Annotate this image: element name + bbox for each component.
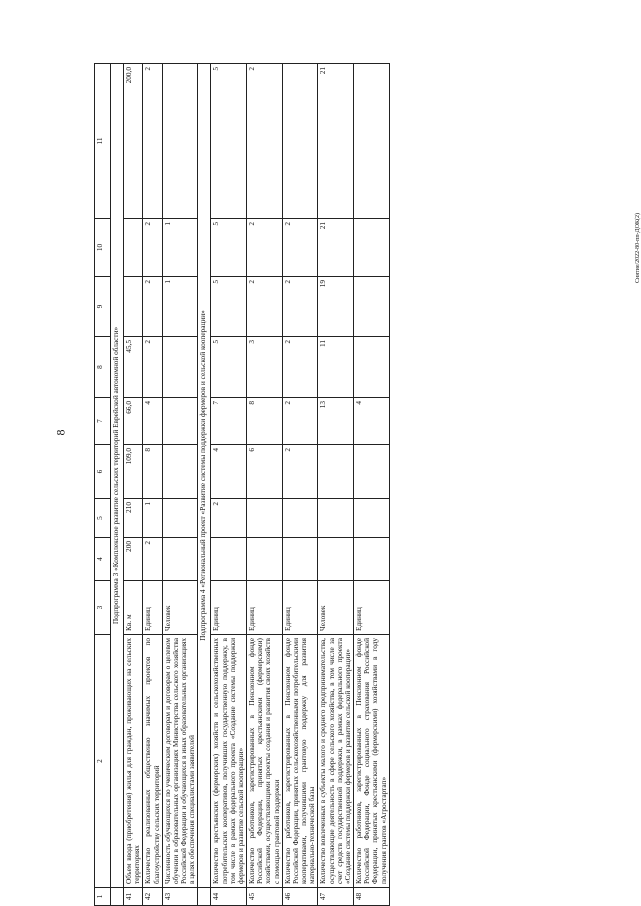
table-row	[162, 64, 198, 906]
table-row	[124, 64, 143, 906]
indicator-name: Количество крестьянских (фермерских) хозяйств и сельскохозяйственных потребительских кооперативов, получивших государственную поддержку, в том числе в рамках федерального проекта «Создание системы поддержки фермеров и развитие сельской кооперации»	[211, 635, 247, 888]
row-number: 48	[354, 888, 390, 906]
value-cell: 5	[211, 337, 247, 398]
indicator-name: Объем ввода (приобретения) жилья для граждан, проживающих на сельских территориях	[124, 635, 143, 888]
value-cell	[282, 499, 318, 538]
value-cell: 1	[143, 499, 162, 538]
value-cell: 5	[211, 277, 247, 337]
value-cell: 6	[247, 445, 283, 499]
value-cell: 2	[247, 64, 283, 219]
value-cell: 2	[143, 219, 162, 277]
col-header: 7	[95, 398, 111, 445]
value-cell	[318, 445, 354, 499]
value-cell	[318, 499, 354, 538]
value-cell: 1	[162, 277, 198, 337]
value-cell: 5	[211, 219, 247, 277]
value-cell: 2	[282, 445, 318, 499]
value-cell: 11	[318, 337, 354, 398]
value-cell	[354, 337, 390, 398]
row-number: 45	[247, 888, 283, 906]
empty-cell	[111, 888, 124, 906]
unit-cell: Единиц	[211, 581, 247, 635]
value-cell	[354, 538, 390, 581]
unit-cell: Единиц	[247, 581, 283, 635]
unit-cell: Единиц	[143, 581, 162, 635]
value-cell: 2	[282, 337, 318, 398]
indicator-name: Количество вовлеченных в субъекты малого и среднего предпринимательства, осуществляющие деятельность в сфере сельского хозяйства, в том числе за счет средств государственной поддержки, в рамках федерального проекта «Создание системы поддержки фермеров и развитие сельской кооперации»	[318, 635, 354, 888]
value-cell	[162, 337, 198, 398]
value-cell: 19	[318, 277, 354, 337]
indicator-name: Количество работников, зарегистрированных в Пенсионном фонде Российской Федерации, принятых крестьянскими (фермерскими) хозяйствами, осуществляющими проекты создания и развития своих хозяйств с помощью грантовой поддержки	[247, 635, 283, 888]
value-cell	[162, 499, 198, 538]
row-number: 43	[162, 888, 198, 906]
section-header-row	[198, 64, 211, 906]
value-cell: 4	[354, 398, 390, 445]
value-cell: 2	[211, 499, 247, 538]
value-cell	[162, 445, 198, 499]
value-cell: 200	[124, 538, 143, 581]
value-cell	[162, 64, 198, 219]
value-cell: 5	[211, 64, 247, 219]
value-cell	[282, 538, 318, 581]
value-cell: 4	[211, 445, 247, 499]
value-cell	[354, 277, 390, 337]
col-header: 10	[95, 219, 111, 277]
value-cell	[282, 64, 318, 219]
value-cell: 2	[282, 398, 318, 445]
value-cell	[247, 499, 283, 538]
row-number: 42	[143, 888, 162, 906]
value-cell: 210	[124, 499, 143, 538]
value-cell: 2	[247, 219, 283, 277]
col-header: 9	[95, 277, 111, 337]
page-number: 8	[53, 429, 68, 436]
value-cell: 2	[282, 277, 318, 337]
value-cell: 21	[318, 64, 354, 219]
value-cell: 109,0	[124, 445, 143, 499]
table-row	[282, 64, 318, 906]
value-cell	[354, 64, 390, 219]
value-cell	[354, 219, 390, 277]
rotated-page-content	[94, 64, 526, 906]
value-cell	[354, 445, 390, 499]
value-cell: 66,0	[124, 398, 143, 445]
table-body	[111, 64, 390, 906]
table-row	[211, 64, 247, 906]
table-row	[143, 64, 162, 906]
col-header: 5	[95, 499, 111, 538]
section-title: Подпрограмма 4 «Региональный проект «Развитие системы поддержки фермеров и сельской кооперации»	[198, 64, 211, 888]
empty-cell	[198, 888, 211, 906]
section-header-row	[111, 64, 124, 906]
value-cell: 2	[143, 538, 162, 581]
value-cell: 7	[211, 398, 247, 445]
unit-cell: Единиц	[282, 581, 318, 635]
value-cell: 45,5	[124, 337, 143, 398]
table-row	[318, 64, 354, 906]
value-cell	[124, 277, 143, 337]
col-header: 2	[95, 635, 111, 888]
col-header: 8	[95, 337, 111, 398]
indicator-name: Количество работников, зарегистрированных в Пенсионном фонде Российской Федерации, принятых сельскохозяйственными потребительскими кооперативами, получившими грантовую поддержку для развития материально-технической базы	[282, 635, 318, 888]
col-header: 6	[95, 445, 111, 499]
col-header: 3	[95, 581, 111, 635]
row-number: 41	[124, 888, 143, 906]
value-cell: 13	[318, 398, 354, 445]
value-cell	[354, 499, 390, 538]
value-cell: 4	[143, 398, 162, 445]
value-cell: 8	[143, 445, 162, 499]
value-cell: 1	[162, 219, 198, 277]
unit-cell: Единиц	[354, 581, 390, 635]
column-header-row	[95, 64, 111, 906]
value-cell: 2	[247, 277, 283, 337]
indicators-table	[94, 63, 390, 906]
indicator-name: Количество работников, зарегистрированных в Пенсионном фонде Российской Федерации, Фонде социального страхования Российской Федерации, принятых крестьянскими (фермерскими) хозяйствами в году получения грантов «Агростартап»	[354, 635, 390, 888]
section-title: Подпрограмма 3 «Комплексное развитие сельских территорий Еврейской автономной области»	[111, 64, 124, 888]
value-cell: 200,0	[124, 64, 143, 219]
value-cell: 21	[318, 219, 354, 277]
value-cell	[247, 538, 283, 581]
row-number: 46	[282, 888, 318, 906]
col-header: 4	[95, 538, 111, 581]
value-cell	[318, 538, 354, 581]
unit-cell: Человек	[162, 581, 198, 635]
unit-cell: Кв. м	[124, 581, 143, 635]
row-number: 47	[318, 888, 354, 906]
row-number: 44	[211, 888, 247, 906]
indicator-name: Количество реализованных общественно значимых проектов по благоустройству сельских территорий	[143, 635, 162, 888]
value-cell	[162, 398, 198, 445]
value-cell: 2	[143, 277, 162, 337]
value-cell	[211, 538, 247, 581]
unit-cell: Человек	[318, 581, 354, 635]
value-cell	[124, 219, 143, 277]
col-header: 1	[95, 888, 111, 906]
col-header: 11	[95, 64, 111, 219]
value-cell: 8	[247, 398, 283, 445]
indicator-name: Численность обучающихся по ученическим договорам и договорам о целевом обучении в образовательных организациях Министерства сельского хозяйства Российской Федерации и обучающихся в иных образовательных организациях в целях обеспечения специалистами заявителей	[162, 635, 198, 888]
value-cell: 2	[143, 337, 162, 398]
document-footer-code: Снятие/2022-80-пп-ДОК(2)	[634, 213, 641, 283]
value-cell	[162, 538, 198, 581]
value-cell: 3	[247, 337, 283, 398]
value-cell: 2	[282, 219, 318, 277]
table-row	[354, 64, 390, 906]
value-cell: 2	[143, 64, 162, 219]
table-row	[247, 64, 283, 906]
